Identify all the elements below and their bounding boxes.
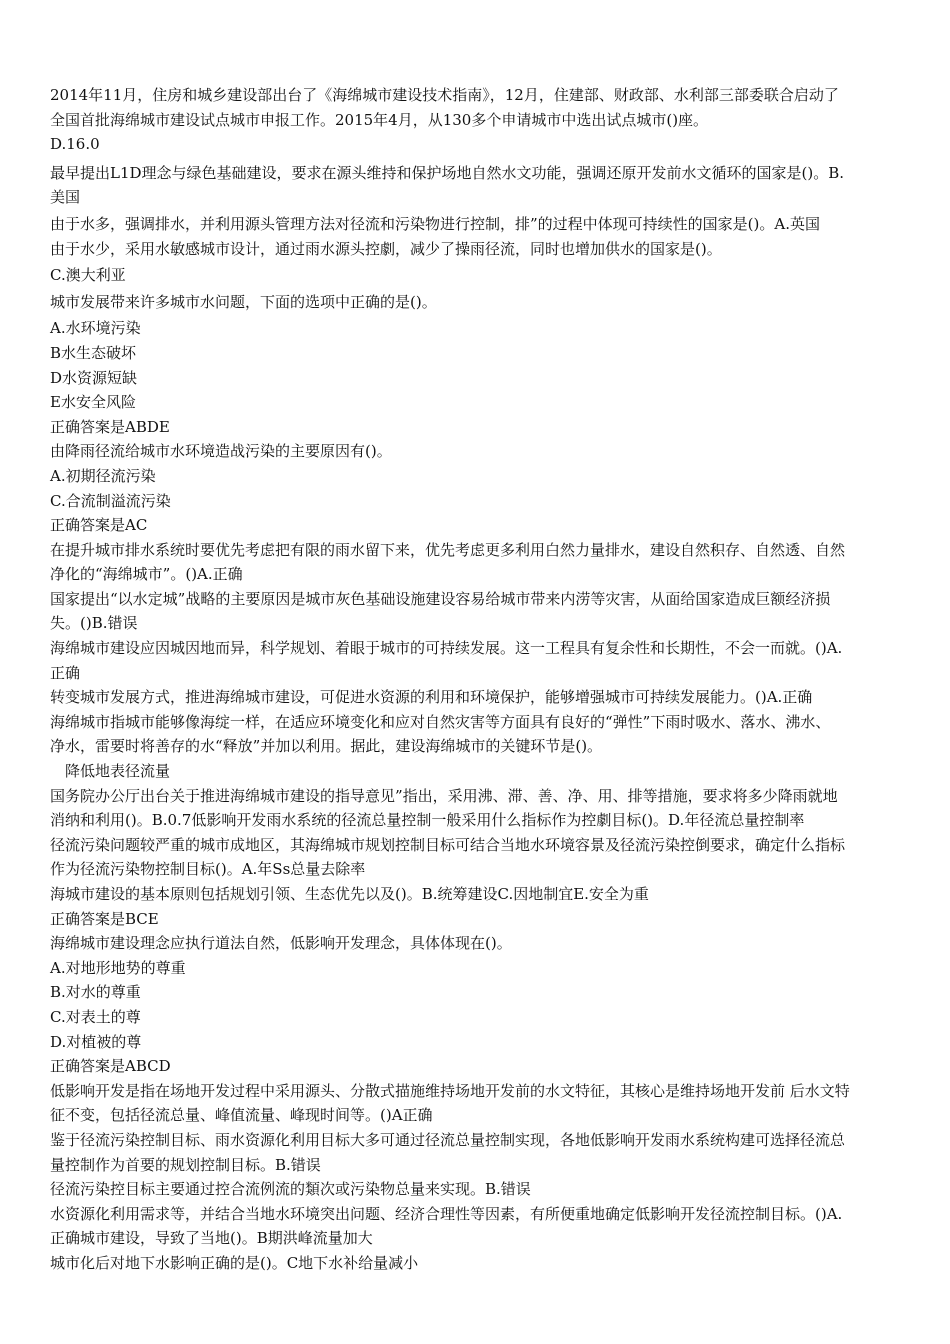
text-line: 全国首批海绵城市建设试点城市申报工作。2015年4月，从130多个申请城市中选出试点城市()座。 xyxy=(50,110,709,129)
text-line: 失。()B.错误 xyxy=(50,614,138,633)
text-line: 2014年11月，住房和城乡建设部出台了《海绵城市建设技术指南》，12月，住建部、财政部、水利部三部委联合启动了 xyxy=(50,86,839,104)
text-line: 在提升城市排水系统时要优先考虑把有限的雨水留下来，优先考虑更多利用白然力量排水，建设自然积存、自然透、自然 xyxy=(50,540,846,559)
text-line: 由于水多，强调排水，并利用源头管理方法对径流和污染物进行控制，排”的过程中体现可持续性的国家是()。A.英国 xyxy=(50,214,820,233)
text-line: 量控制作为首要的规划控制目标。B.错误 xyxy=(50,1155,321,1174)
text-line: D水资源短缺 xyxy=(50,368,138,387)
text-line: D.对植被的尊 xyxy=(50,1032,142,1051)
text-line: 国家提出“以水定城”战略的主要原因是城市灰色基础设施建设容易给城市带来内涝等灾害，从面给国家造成巨额经济损 xyxy=(50,589,831,608)
text-line: 正确城市建设，导致了当地()。B期洪峰流量加大 xyxy=(50,1229,373,1248)
text-line: 水资源化利用需求等，并结合当地水环境突出问题、经济合理性等因素，有所便重地确定低影响开发径流控制目标。()A. xyxy=(50,1204,843,1223)
text-line: 鉴于径流污染控制目标、雨水资源化利用目标大多可通过径流总量控制实现，各地低影响开发雨水系统构建可选择径流总 xyxy=(50,1130,846,1149)
text-line: C.合流制溢流污染 xyxy=(50,491,171,510)
text-line: 最早提出L1D理念与绿色基础建设，要求在源头维持和保护场地自然水文功能，强调还原开发前水文循环的国家是()。B. xyxy=(50,163,845,182)
text-line: E水安全风险 xyxy=(50,393,136,412)
text-line: 海绵城市建设应因城因地而异，科学规划、着眼于城市的可持续发展。这一工程具有复余性和长期性，不会一而就。()A. xyxy=(50,639,843,658)
text-line: 城市发展带来许多城市水问题，下面的选项中正确的是()。 xyxy=(50,292,437,311)
text-line: C.澳大利亚 xyxy=(50,266,126,285)
text-line: 降低地表径流量 xyxy=(65,762,171,781)
text-line: C.对表土的尊 xyxy=(50,1007,141,1026)
answer-line: 正确答案是ABDE xyxy=(50,417,170,436)
text-line: 作为径流污染物控制目标()。A.年Ss总量去除率 xyxy=(50,860,366,879)
text-line: 低影响开发是指在场地开发过程中采用源头、分散式描施维持场地开发前的水文特征，其核心是维持场地开发前 后水文特 xyxy=(50,1081,850,1100)
text-line: D.16.0 xyxy=(50,135,100,154)
text-line: B水生态破坏 xyxy=(50,343,137,362)
text-line: A.水环境污染 xyxy=(50,319,141,338)
text-line: 由降雨径流给城市水环境造战污染的主要原因有()。 xyxy=(50,442,392,461)
text-line: 消纳和利用()。B.0.7低影响开发雨水系统的径流总量控制一般采用什么指标作为控劇目标()。D.年径流总量控制率 xyxy=(50,811,805,830)
text-line: 国务院办公厅出台关于推进海绵城市建设的指导意见”指出，采用沸、滞、善、净、用、排等措施，要求将多少降雨就地 xyxy=(50,786,838,805)
text-line: 海城市建设的基本原则包括规划引领、生态优先以及()。B.统筹建设C.因地制宜E.安全为重 xyxy=(50,885,649,903)
text-line: 径流污染控目标主要通过控合流例流的類次或污染物总量来实现。B.错误 xyxy=(50,1180,531,1199)
text-line: 美国 xyxy=(50,188,81,207)
text-line: 海绵城市指城市能够像海绽一样，在适应环境变化和应对自然灾害等方面具有良好的“弹性”下雨时吸水、落水、沸水、 xyxy=(50,712,831,731)
text-line: 净水，雷要时将善存的水“释放”并加以利用。据此，建设海绵城市的关键环节是()。 xyxy=(50,737,603,756)
text-line: 由于水少，采用水敏感城市设计，通过雨水源头控劇，减少了操雨径流，同时也增加供水的国家是()。 xyxy=(50,239,722,258)
document-body xyxy=(50,83,900,1276)
text-line: A.初期径流污染 xyxy=(50,466,156,485)
text-line: 正确 xyxy=(50,663,81,682)
answer-line: 正确答案是ABCD xyxy=(50,1057,171,1076)
text-line: 城市化后对地下水影响正确的是()。C地下水补给量减小 xyxy=(50,1253,419,1272)
text-line: 净化的“海绵城市”。()A.正确 xyxy=(50,565,243,584)
text-line: A.对地形地势的尊重 xyxy=(50,958,186,977)
answer-line: 正确答案是AC xyxy=(50,516,148,535)
answer-line: 正确答案是BCE xyxy=(50,909,159,928)
text-line: 征不变，包括径流总量、峰值流量、峰现时间等。()A正确 xyxy=(50,1106,433,1125)
text-line: 海绵城市建设理念应执行道法自然，低影响开发理念，具体体现在()。 xyxy=(50,934,512,953)
text-line: 径流污染问题较严重的城市成地区，其海绵城市规划控制目标可结合当地水环境容景及径流污染控倒要求，确定什么指标 xyxy=(50,835,846,854)
text-line: B.对水的尊重 xyxy=(50,983,141,1002)
text-line: 转变城市发展方式，推进海绵城市建设，可促进水资源的利用和环境保护，能够增强城市可持续发展能力。()A.正确 xyxy=(50,688,813,707)
